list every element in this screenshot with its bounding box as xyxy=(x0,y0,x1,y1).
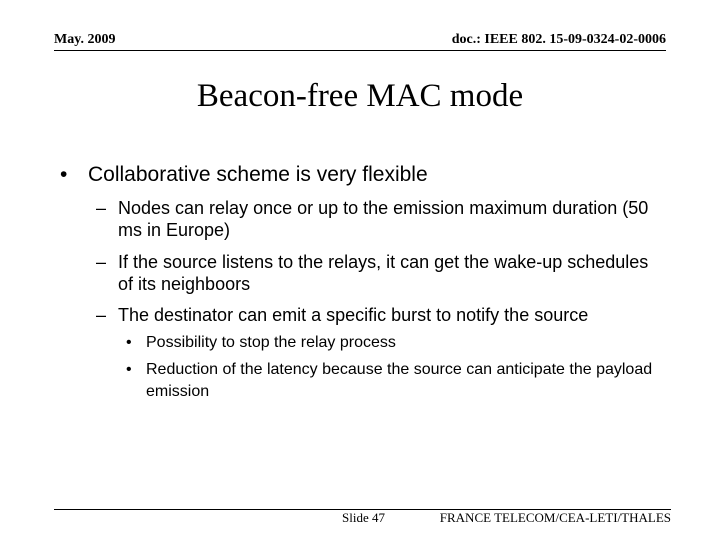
sub-bullet-3-text: The destinator can emit a specific burst to notify the source xyxy=(118,305,589,325)
bullet-marker: • xyxy=(60,163,68,186)
header-rule xyxy=(54,50,666,51)
bullet-main-text: Collaborative scheme is very flexible xyxy=(88,163,428,186)
sub-bullet-1-text: Nodes can relay once or up to the emission maximum duration (50 ms in Europe) xyxy=(118,198,649,240)
footer-slide-number: Slide 47 xyxy=(342,510,385,525)
sub-bullet-2-text: If the source listens to the relays, it can get the wake-up schedules of its neighboors xyxy=(118,252,649,294)
dash-marker: – xyxy=(96,198,107,218)
sub-bullet-2 xyxy=(96,251,658,295)
slide-title: Beacon-free MAC mode xyxy=(196,78,524,114)
sub-sub-bullet-1 xyxy=(126,332,666,354)
sub-bullet-1 xyxy=(96,197,658,241)
bullet-marker: • xyxy=(126,361,132,378)
dash-marker: – xyxy=(96,305,107,325)
bullet-marker: • xyxy=(126,334,132,351)
bullet-main xyxy=(60,162,428,188)
footer-organizations: FRANCE TELECOM/CEA-LETI/THALES xyxy=(439,510,671,525)
header-doc-id: doc.: IEEE 802. 15-09-0324-02-0006 xyxy=(451,32,666,47)
sub-sub-bullet-1-text: Possibility to stop the relay process xyxy=(146,334,396,351)
sub-bullet-3 xyxy=(96,304,658,326)
sub-sub-bullet-2-text: Reduction of the latency because the source can anticipate the payload emission xyxy=(146,361,653,400)
sub-sub-bullet-2 xyxy=(126,359,666,403)
dash-marker: – xyxy=(96,252,107,272)
header-date: May. 2009 xyxy=(54,32,116,47)
